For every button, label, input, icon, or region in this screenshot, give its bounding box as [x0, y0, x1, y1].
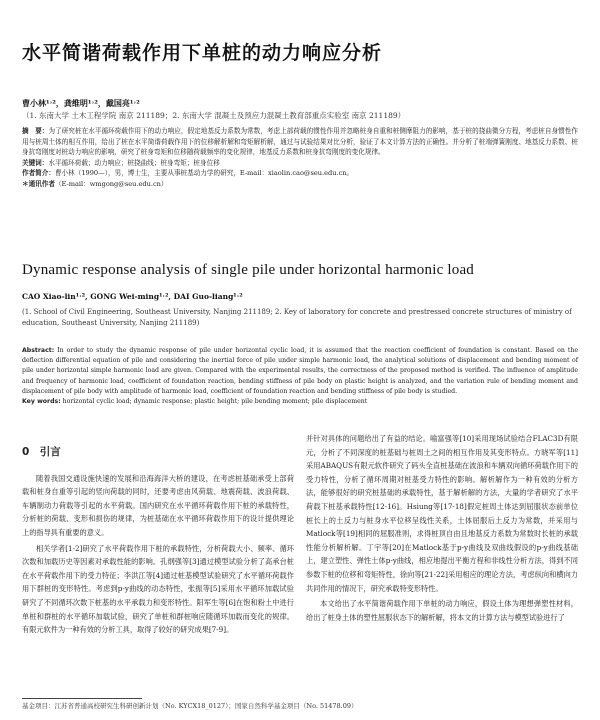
- keywords-label-chinese: 关键词：: [22, 158, 49, 167]
- section-heading-introduction: 0 引言: [22, 446, 61, 458]
- abstract-label-chinese: 摘 要：: [22, 127, 49, 135]
- author-info-chinese: [22, 168, 578, 179]
- abstract-block-english: [22, 346, 578, 407]
- corresponding-label: ＊通讯作者: [22, 179, 55, 188]
- body-paragraph: 相关学者[1-2]研究了水平荷载作用下桩的承载特性，分析荷载大小、频率、循环次数和加载历史等因素对承载性能的影响。孔纲强等[3]通过模型试验分析了高承台桩在水平荷载作用下的受力特征；李洪江等[4]通过桩基模型试验研究了水平循环荷载作用下群桩的变形特性。考虑到p-y曲线的动态特性，张振等[5]采用水平循环加载试验研究了不同循环次数下桩基的水平承载力和变形特性。阳军生等[6]在饱和粉土中进行单桩和群桩的水平循环加载试验，研究了单桩和群桩响应随循环加载而变化的规律。有限元软件为一种有效的分析工具，取得了较好的研究成果[7-9]。: [22, 543, 294, 635]
- keywords-text-chinese: 水平循环荷载；动力响应；桩挠曲线；桩身弯矩；桩身位移: [48, 158, 220, 167]
- abstract-text-english: In order to study the dynamic response of pile under horizontal cyclic load, it is assumed that the reaction coefficient of foundation is constant. Based on the deflection differential equation of pile and considering the inertial force of pile under simple harmonic load, the analytical solutions of displacement and bending moment of pile under horizontal simple harmonic load are given. Compared with the experimental results, the correctness of the proposed method is verified. The influence of amplitude and frequency of harmonic load, coefficient of foundation reaction, bending stiffness of pile body on plastic height is analyzed, and the variation rule of bending moment and displacement of pile body with amplitude of harmonic load, coefficient of foundation reaction and bending stiffness of pile body is studied.: [22, 347, 578, 395]
- keywords-text-english: horizontal cyclic load; dynamic response; plastic height; pile bending moment; pile displacement: [62, 398, 368, 406]
- affiliation-chinese: （1. 东南大学 土木工程学院 南京 211189；2. 东南大学 混凝土及预应力混凝土教育部重点实验室 南京 211189）: [22, 111, 406, 120]
- corresponding-email: （E-mail：wmgong@seu.edu.cn）: [54, 179, 168, 188]
- abstract-label-english: Abstract:: [22, 347, 55, 354]
- abstract-block-chinese: [22, 126, 578, 189]
- authors-chinese: 曹小林¹˒²，龚维明¹˒²，戴国亮¹˒²: [22, 98, 140, 108]
- funding-footnote: [22, 701, 358, 710]
- abstract-chinese: [22, 126, 578, 158]
- keywords-english: [22, 397, 578, 407]
- funding-label: 基金项目：: [22, 702, 55, 710]
- funding-text: 江苏省普通高校研究生科研创新计划（No. KYCX18_0127）；国家自然科学基金项目（No. 51478.09）: [54, 702, 358, 710]
- footnote-divider: [22, 698, 142, 699]
- author-info-label: 作者简介：: [22, 169, 55, 177]
- keywords-chinese: [22, 158, 578, 169]
- body-column-left: [22, 432, 294, 639]
- keywords-label-english: Key words:: [22, 398, 61, 406]
- paper-title-chinese: 水平简谐荷载作用下单桩的动力响应分析: [22, 42, 383, 64]
- abstract-english: [22, 346, 578, 397]
- body-paragraph: 并针对具体的问题给出了有益的结论。喻富强等[10]采用现场试验结合FLAC3D有限元，分析了不同深度的桩基础与桩周土之间的相互作用及其变形特点。方晓军等[11]采用ABAQUS有限元软件研究了码头全直桩基础在波浪和车辆双向循环荷载作用下的受力特性，分析了循环周期对桩基受力特性的影响。解析解作为一种有效的分析方法，能够很好的研究桩基础的承载特性，基于解析解的方法，大量的学者研究了水平荷载下桩基承载特性[12-16]。Hsiung等[17-18]假定桩周土体达到屈服状态前单位桩长上的土反力与桩身水平位移呈线性关系，土体屈服后土反力为常数，并采用与Matlock等[19]相同的屈服准则，求得桩顶自由且地基反力系数为常数时长桩的承载性能分析解析解。丁宇等[20]在Matlock基于p-y曲线及双曲线假设的p-y曲线基础上，建立塑性、弹性土体p-y曲线，相应地提出平衡方程和非线性分析方法，得到不同参数下桩的位移和弯矩特性，徐向等[21-22]采用相应的理论方法，考虑纵向和横向力共同作用的情况下，研究承载特变形特性。: [306, 434, 578, 593]
- author-info-text: 曹小林（1990—），男，博士生，主要从事桩基动力学的研究，E-mail：xiaolin.cao@seu.edu.cn。: [54, 169, 354, 177]
- body-paragraph: 随着我国交通设施快速的发展和沿海海洋大桥的建设，在考虑桩基础承受上部荷载和桩身自重等引起的竖向荷载的同时，还要考虑由风荷载、地震荷载、波浪荷载、车辆制动力荷载等引起的水平荷载。国内研究在水平循环荷载作用下桩的承载特性，分析桩的荷载、变形和损伤的规律，为桩基础在水平循环荷载作用下的设计提供理论上的指导具有重要的意义。: [22, 473, 294, 537]
- body-column-right: [306, 432, 578, 626]
- affiliation-english: (1. School of Civil Engineering, Southeast University, Nanjing 211189; 2. Key of laboratory for concrete and prestressed concrete structures of ministry of education, Southeast University, Nanjing 211189): [22, 308, 572, 327]
- abstract-text-chinese: 为了研究桩在水平循环荷载作用下的动力响应，假定地基反力系数为常数，考虑上部荷载的惯性作用并忽略桩身自重和桩侧摩阻力的影响，基于桩的挠曲微分方程，考虑桩自身惯性作用与桩周土体的相互作用，给出了桩在水平简谐荷载作用下的位移解析解和弯矩解析解，通过与试验结果对比分析，验证了本文计算方法的正确性。并分析了桩端弹簧刚度、地基反力系数、桩身抗弯刚度对桩动力响应的影响，研究了桩身弯矩和位移随荷载频率的变化规律，地基反力系数和桩身抗弯刚度的变化规律。: [22, 127, 579, 156]
- corresponding-author: [22, 179, 578, 190]
- paper-title-english: Dynamic response analysis of single pile under horizontal harmonic load: [22, 262, 474, 278]
- body-paragraph: 本文给出了水平简谐荷载作用下单桩的动力响应，假设土体为理想弹塑性材料，给出了桩身土体的塑性屈服状态下的解析解，将本文的计算方法与模型试验进行了: [306, 599, 578, 622]
- authors-english: CAO Xiao-lin¹˒², GONG Wei-ming¹˒², DAI Guo-liang¹˒²: [22, 292, 243, 301]
